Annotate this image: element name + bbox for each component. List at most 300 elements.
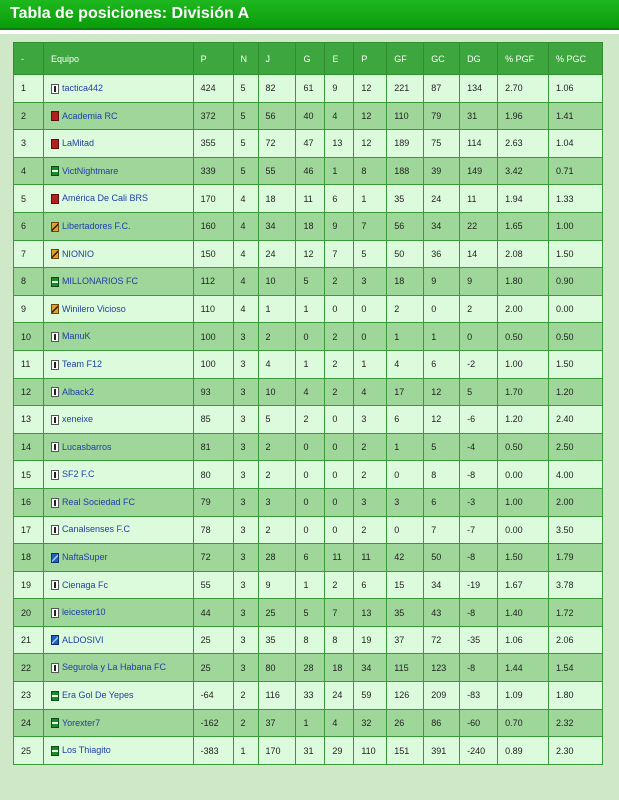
team-badge-icon	[51, 332, 59, 342]
n-cell: 4	[233, 295, 258, 323]
points-cell: 44	[193, 599, 233, 627]
goals-for-cell: 1	[387, 433, 424, 461]
team-link[interactable]: Cienaga Fc	[61, 579, 108, 590]
table-row	[14, 185, 603, 213]
lost-cell: 2	[354, 461, 387, 489]
points-cell: 355	[193, 130, 233, 158]
col-header-points[interactable]: P	[193, 43, 233, 75]
position-cell: 13	[14, 406, 44, 434]
played-cell: 116	[258, 682, 296, 710]
table-row	[14, 295, 603, 323]
team-cell	[43, 488, 193, 516]
team-link[interactable]: Yorexter7	[61, 717, 101, 728]
points-cell: -64	[193, 682, 233, 710]
played-cell: 2	[258, 433, 296, 461]
team-cell	[43, 544, 193, 572]
n-cell: 5	[233, 157, 258, 185]
goal-diff-cell: -19	[460, 571, 498, 599]
team-link[interactable]: Team F12	[61, 358, 102, 369]
team-badge-icon	[51, 166, 59, 176]
team-badge-icon	[51, 111, 59, 121]
team-link[interactable]: América De Cali BRS	[61, 193, 148, 204]
lost-cell: 8	[354, 157, 387, 185]
drawn-cell: 6	[325, 185, 354, 213]
goal-diff-cell: 114	[460, 130, 498, 158]
team-cell	[43, 461, 193, 489]
team-badge-icon	[51, 718, 59, 728]
team-link[interactable]: MILLONARIOS FC	[61, 276, 138, 287]
team-link[interactable]: Libertadores F.C.	[61, 220, 131, 231]
lost-cell: 12	[354, 130, 387, 158]
team-link[interactable]: Era Gol De Yepes	[61, 690, 134, 701]
lost-cell: 1	[354, 185, 387, 213]
played-cell: 5	[258, 406, 296, 434]
table-row	[14, 516, 603, 544]
col-header-won[interactable]: G	[296, 43, 325, 75]
won-cell: 31	[296, 737, 325, 765]
goals-for-cell: 0	[387, 461, 424, 489]
goals-for-cell: 3	[387, 488, 424, 516]
team-badge-icon	[51, 525, 59, 535]
drawn-cell: 18	[325, 654, 354, 682]
points-cell: 93	[193, 378, 233, 406]
points-cell: -162	[193, 709, 233, 737]
goals-for-cell: 35	[387, 599, 424, 627]
goals-against-cell: 86	[424, 709, 460, 737]
table-row	[14, 599, 603, 627]
team-badge-icon	[51, 249, 59, 259]
drawn-cell: 2	[325, 350, 354, 378]
won-cell: 61	[296, 75, 325, 103]
won-cell: 4	[296, 378, 325, 406]
team-link[interactable]: Canalsenses F.C	[61, 524, 130, 535]
position-cell: 8	[14, 268, 44, 296]
team-badge-icon	[51, 663, 59, 673]
n-cell: 2	[233, 682, 258, 710]
goal-diff-cell: 0	[460, 323, 498, 351]
pct-gf-cell: 1.20	[498, 406, 549, 434]
team-link[interactable]: ALDOSIVI	[61, 634, 104, 645]
team-link[interactable]: xeneixe	[61, 414, 93, 425]
points-cell: 25	[193, 626, 233, 654]
points-cell: 79	[193, 488, 233, 516]
pct-gf-cell: 1.00	[498, 350, 549, 378]
won-cell: 5	[296, 599, 325, 627]
won-cell: 0	[296, 461, 325, 489]
pct-gc-cell: 1.00	[549, 212, 603, 240]
position-cell: 18	[14, 544, 44, 572]
position-cell: 20	[14, 599, 44, 627]
drawn-cell: 2	[325, 323, 354, 351]
team-badge-icon	[51, 498, 59, 508]
team-cell	[43, 75, 193, 103]
n-cell: 3	[233, 571, 258, 599]
n-cell: 4	[233, 185, 258, 213]
won-cell: 0	[296, 516, 325, 544]
pct-gf-cell: 1.65	[498, 212, 549, 240]
pct-gf-cell: 2.63	[498, 130, 549, 158]
team-link[interactable]: tactica442	[61, 82, 103, 93]
goal-diff-cell: 149	[460, 157, 498, 185]
goals-against-cell: 39	[424, 157, 460, 185]
n-cell: 3	[233, 461, 258, 489]
goals-for-cell: 37	[387, 626, 424, 654]
col-header-pgf[interactable]: % PGF	[498, 43, 549, 75]
table-row	[14, 350, 603, 378]
won-cell: 1	[296, 571, 325, 599]
goals-against-cell: 9	[424, 268, 460, 296]
goals-for-cell: 1	[387, 323, 424, 351]
goal-diff-cell: -4	[460, 433, 498, 461]
drawn-cell: 0	[325, 406, 354, 434]
goals-for-cell: 42	[387, 544, 424, 572]
goals-for-cell: 188	[387, 157, 424, 185]
lost-cell: 110	[354, 737, 387, 765]
team-badge-icon	[51, 470, 59, 480]
played-cell: 56	[258, 102, 296, 130]
table-row	[14, 461, 603, 489]
won-cell: 46	[296, 157, 325, 185]
team-link[interactable]: Alback2	[61, 386, 94, 397]
position-cell: 5	[14, 185, 44, 213]
team-cell	[43, 709, 193, 737]
goals-for-cell: 189	[387, 130, 424, 158]
played-cell: 3	[258, 488, 296, 516]
won-cell: 47	[296, 130, 325, 158]
position-cell: 19	[14, 571, 44, 599]
pct-gf-cell: 0.70	[498, 709, 549, 737]
pct-gc-cell: 2.06	[549, 626, 603, 654]
team-link[interactable]: VictNightmare	[61, 165, 119, 176]
goal-diff-cell: 11	[460, 185, 498, 213]
goals-for-cell: 151	[387, 737, 424, 765]
n-cell: 3	[233, 378, 258, 406]
n-cell: 1	[233, 737, 258, 765]
drawn-cell: 2	[325, 571, 354, 599]
team-link[interactable]: NaftaSuper	[61, 552, 108, 563]
n-cell: 3	[233, 626, 258, 654]
col-header-played[interactable]: J	[258, 43, 296, 75]
drawn-cell: 2	[325, 378, 354, 406]
table-row	[14, 709, 603, 737]
played-cell: 25	[258, 599, 296, 627]
drawn-cell: 8	[325, 626, 354, 654]
col-header-gf[interactable]: GF	[387, 43, 424, 75]
points-cell: 81	[193, 433, 233, 461]
standings-table	[13, 42, 603, 765]
pct-gc-cell: 4.00	[549, 461, 603, 489]
pct-gf-cell: 1.94	[498, 185, 549, 213]
lost-cell: 5	[354, 240, 387, 268]
pct-gc-cell: 2.40	[549, 406, 603, 434]
team-cell	[43, 599, 193, 627]
col-header-dg[interactable]: DG	[460, 43, 498, 75]
lost-cell: 3	[354, 488, 387, 516]
team-badge-icon	[51, 442, 59, 452]
team-link[interactable]: LaMitad	[61, 138, 94, 149]
goals-for-cell: 15	[387, 571, 424, 599]
played-cell: 35	[258, 626, 296, 654]
won-cell: 6	[296, 544, 325, 572]
drawn-cell: 4	[325, 709, 354, 737]
points-cell: 100	[193, 350, 233, 378]
n-cell: 3	[233, 654, 258, 682]
table-row	[14, 378, 603, 406]
lost-cell: 19	[354, 626, 387, 654]
table-row	[14, 102, 603, 130]
position-cell: 3	[14, 130, 44, 158]
position-cell: 21	[14, 626, 44, 654]
lost-cell: 0	[354, 323, 387, 351]
team-cell	[43, 737, 193, 765]
goals-against-cell: 7	[424, 516, 460, 544]
lost-cell: 12	[354, 102, 387, 130]
drawn-cell: 0	[325, 461, 354, 489]
col-header-drawn[interactable]: E	[325, 43, 354, 75]
goals-for-cell: 110	[387, 102, 424, 130]
team-badge-icon	[51, 608, 59, 618]
position-cell: 7	[14, 240, 44, 268]
team-link[interactable]: SF2 F.C	[61, 469, 95, 480]
goals-for-cell: 126	[387, 682, 424, 710]
pct-gc-cell: 0.71	[549, 157, 603, 185]
drawn-cell: 29	[325, 737, 354, 765]
position-cell: 14	[14, 433, 44, 461]
goal-diff-cell: 22	[460, 212, 498, 240]
lost-cell: 0	[354, 295, 387, 323]
goal-diff-cell: 5	[460, 378, 498, 406]
drawn-cell: 24	[325, 682, 354, 710]
lost-cell: 7	[354, 212, 387, 240]
position-cell: 11	[14, 350, 44, 378]
team-cell	[43, 406, 193, 434]
pct-gf-cell: 1.40	[498, 599, 549, 627]
goal-diff-cell: -2	[460, 350, 498, 378]
team-cell	[43, 268, 193, 296]
table-row	[14, 130, 603, 158]
lost-cell: 2	[354, 516, 387, 544]
points-cell: 424	[193, 75, 233, 103]
team-link[interactable]: Los Thiagito	[61, 745, 111, 756]
played-cell: 170	[258, 737, 296, 765]
n-cell: 3	[233, 433, 258, 461]
table-header-row	[14, 43, 603, 75]
lost-cell: 12	[354, 75, 387, 103]
drawn-cell: 7	[325, 240, 354, 268]
team-badge-icon	[51, 415, 59, 425]
team-cell	[43, 102, 193, 130]
pct-gc-cell: 0.50	[549, 323, 603, 351]
pct-gf-cell: 0.89	[498, 737, 549, 765]
goals-against-cell: 34	[424, 212, 460, 240]
points-cell: 72	[193, 544, 233, 572]
team-badge-icon	[51, 360, 59, 370]
pct-gc-cell: 0.00	[549, 295, 603, 323]
points-cell: 25	[193, 654, 233, 682]
position-cell: 25	[14, 737, 44, 765]
pct-gf-cell: 1.06	[498, 626, 549, 654]
points-cell: 160	[193, 212, 233, 240]
goal-diff-cell: -6	[460, 406, 498, 434]
pct-gc-cell: 1.72	[549, 599, 603, 627]
table-row	[14, 323, 603, 351]
goals-against-cell: 50	[424, 544, 460, 572]
goals-against-cell: 34	[424, 571, 460, 599]
team-badge-icon	[51, 580, 59, 590]
n-cell: 3	[233, 544, 258, 572]
pct-gc-cell: 3.50	[549, 516, 603, 544]
goals-against-cell: 79	[424, 102, 460, 130]
lost-cell: 6	[354, 571, 387, 599]
team-badge-icon	[51, 746, 59, 756]
n-cell: 3	[233, 406, 258, 434]
team-link[interactable]: ManuK	[61, 331, 91, 342]
goal-diff-cell: 14	[460, 240, 498, 268]
drawn-cell: 11	[325, 544, 354, 572]
goals-against-cell: 36	[424, 240, 460, 268]
points-cell: 100	[193, 323, 233, 351]
table-row	[14, 737, 603, 765]
goal-diff-cell: -240	[460, 737, 498, 765]
goal-diff-cell: -60	[460, 709, 498, 737]
goal-diff-cell: -8	[460, 654, 498, 682]
goals-for-cell: 115	[387, 654, 424, 682]
col-header-gc[interactable]: GC	[424, 43, 460, 75]
pct-gf-cell: 1.67	[498, 571, 549, 599]
pct-gc-cell: 1.54	[549, 654, 603, 682]
played-cell: 10	[258, 268, 296, 296]
pct-gf-cell: 1.80	[498, 268, 549, 296]
played-cell: 2	[258, 461, 296, 489]
drawn-cell: 0	[325, 516, 354, 544]
goals-against-cell: 5	[424, 433, 460, 461]
team-badge-icon	[51, 553, 59, 563]
n-cell: 5	[233, 130, 258, 158]
played-cell: 82	[258, 75, 296, 103]
won-cell: 1	[296, 295, 325, 323]
played-cell: 2	[258, 323, 296, 351]
won-cell: 28	[296, 654, 325, 682]
pct-gf-cell: 0.50	[498, 433, 549, 461]
goal-diff-cell: -8	[460, 461, 498, 489]
goals-against-cell: 6	[424, 488, 460, 516]
n-cell: 3	[233, 599, 258, 627]
table-row	[14, 682, 603, 710]
goals-against-cell: 8	[424, 461, 460, 489]
points-cell: 80	[193, 461, 233, 489]
position-cell: 22	[14, 654, 44, 682]
goal-diff-cell: 31	[460, 102, 498, 130]
col-header-pgc[interactable]: % PGC	[549, 43, 603, 75]
team-cell	[43, 654, 193, 682]
won-cell: 11	[296, 185, 325, 213]
drawn-cell: 1	[325, 157, 354, 185]
goals-for-cell: 2	[387, 295, 424, 323]
pct-gf-cell: 1.70	[498, 378, 549, 406]
goals-for-cell: 26	[387, 709, 424, 737]
team-badge-icon	[51, 277, 59, 287]
played-cell: 24	[258, 240, 296, 268]
pct-gf-cell: 2.08	[498, 240, 549, 268]
table-row	[14, 433, 603, 461]
pct-gc-cell: 3.78	[549, 571, 603, 599]
col-header-pos: -	[14, 43, 44, 75]
team-link[interactable]: leicester10	[61, 607, 106, 618]
team-cell	[43, 378, 193, 406]
team-cell	[43, 626, 193, 654]
team-link[interactable]: Lucasbarros	[61, 441, 112, 452]
goals-for-cell: 4	[387, 350, 424, 378]
pct-gc-cell: 2.32	[549, 709, 603, 737]
won-cell: 1	[296, 709, 325, 737]
points-cell: 170	[193, 185, 233, 213]
col-header-team[interactable]: Equipo	[43, 43, 193, 75]
goals-for-cell: 56	[387, 212, 424, 240]
team-cell	[43, 212, 193, 240]
won-cell: 33	[296, 682, 325, 710]
table-row	[14, 488, 603, 516]
team-cell	[43, 682, 193, 710]
goals-for-cell: 50	[387, 240, 424, 268]
position-cell: 10	[14, 323, 44, 351]
goal-diff-cell: 134	[460, 75, 498, 103]
lost-cell: 11	[354, 544, 387, 572]
drawn-cell: 9	[325, 212, 354, 240]
team-cell	[43, 130, 193, 158]
played-cell: 34	[258, 212, 296, 240]
won-cell: 0	[296, 433, 325, 461]
col-header-lost[interactable]: P	[354, 43, 387, 75]
won-cell: 5	[296, 268, 325, 296]
position-cell: 23	[14, 682, 44, 710]
goals-against-cell: 123	[424, 654, 460, 682]
pct-gc-cell: 1.06	[549, 75, 603, 103]
pct-gc-cell: 2.30	[549, 737, 603, 765]
points-cell: -383	[193, 737, 233, 765]
team-link[interactable]: Segurola y La Habana FC	[61, 662, 166, 673]
pct-gc-cell: 1.79	[549, 544, 603, 572]
pct-gf-cell: 1.00	[498, 488, 549, 516]
goals-against-cell: 6	[424, 350, 460, 378]
team-link[interactable]: Academia RC	[61, 110, 118, 121]
pct-gc-cell: 1.41	[549, 102, 603, 130]
points-cell: 85	[193, 406, 233, 434]
team-link[interactable]: Winilero Vicioso	[61, 303, 126, 314]
played-cell: 10	[258, 378, 296, 406]
goal-diff-cell: -8	[460, 599, 498, 627]
goal-diff-cell: -7	[460, 516, 498, 544]
won-cell: 40	[296, 102, 325, 130]
lost-cell: 4	[354, 378, 387, 406]
col-header-n[interactable]: N	[233, 43, 258, 75]
goal-diff-cell: 2	[460, 295, 498, 323]
team-cell	[43, 240, 193, 268]
points-cell: 55	[193, 571, 233, 599]
goal-diff-cell: -8	[460, 544, 498, 572]
table-row	[14, 212, 603, 240]
lost-cell: 13	[354, 599, 387, 627]
pct-gc-cell: 2.50	[549, 433, 603, 461]
team-cell	[43, 350, 193, 378]
pct-gf-cell: 0.00	[498, 516, 549, 544]
team-link[interactable]: Real Sociedad FC	[61, 496, 135, 507]
goals-against-cell: 1	[424, 323, 460, 351]
pct-gf-cell: 0.50	[498, 323, 549, 351]
table-row	[14, 654, 603, 682]
n-cell: 3	[233, 350, 258, 378]
team-link[interactable]: NIONIO	[61, 248, 94, 259]
drawn-cell: 7	[325, 599, 354, 627]
